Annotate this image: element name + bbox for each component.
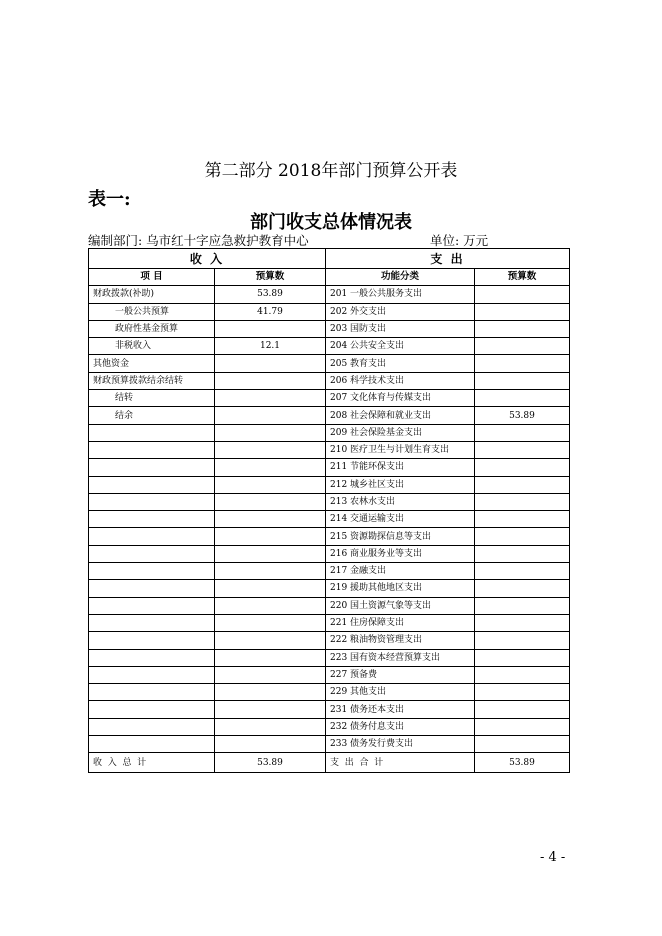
table-label: 表一: xyxy=(88,189,131,210)
income-value xyxy=(215,614,326,631)
income-value: 53.89 xyxy=(215,286,326,303)
income-item: 财政拨款(补助) xyxy=(89,286,215,303)
expense-item: 203 国防支出 xyxy=(326,320,475,337)
expense-item: 222 粮油物资管理支出 xyxy=(326,632,475,649)
item-header: 项 目 xyxy=(89,269,215,286)
expense-value xyxy=(475,614,570,631)
expense-item: 227 预备费 xyxy=(326,666,475,683)
table-row xyxy=(89,545,570,562)
income-item xyxy=(89,614,215,631)
table-row xyxy=(89,597,570,614)
expense-item: 201 一般公共服务支出 xyxy=(326,286,475,303)
income-item: 非税收入 xyxy=(89,338,215,355)
expense-item: 233 债务发行费支出 xyxy=(326,736,475,753)
income-value xyxy=(215,320,326,337)
income-item xyxy=(89,580,215,597)
expense-item: 204 公共安全支出 xyxy=(326,338,475,355)
meta-line xyxy=(88,231,568,247)
income-value xyxy=(215,563,326,580)
income-value xyxy=(215,493,326,510)
table-row xyxy=(89,303,570,320)
table-row xyxy=(89,649,570,666)
expense-item: 210 医疗卫生与计划生育支出 xyxy=(326,441,475,458)
income-value xyxy=(215,528,326,545)
expense-value xyxy=(475,441,570,458)
budget-table xyxy=(88,248,570,773)
expense-value xyxy=(475,286,570,303)
expense-value xyxy=(475,563,570,580)
table-row xyxy=(89,476,570,493)
income-item xyxy=(89,597,215,614)
income-item xyxy=(89,459,215,476)
expense-item: 202 外交支出 xyxy=(326,303,475,320)
table-row xyxy=(89,390,570,407)
expense-item: 232 债务付息支出 xyxy=(326,718,475,735)
budget-header: 预算数 xyxy=(215,269,326,286)
expense-value xyxy=(475,684,570,701)
table-row xyxy=(89,580,570,597)
income-item xyxy=(89,701,215,718)
expense-item: 229 其他支出 xyxy=(326,684,475,701)
income-value xyxy=(215,666,326,683)
income-item xyxy=(89,718,215,735)
expense-value xyxy=(475,597,570,614)
income-value xyxy=(215,407,326,424)
expense-item: 215 资源勘探信息等支出 xyxy=(326,528,475,545)
income-value xyxy=(215,649,326,666)
expense-value xyxy=(475,701,570,718)
income-value: 41.79 xyxy=(215,303,326,320)
expense-total-value: 53.89 xyxy=(475,753,570,773)
income-item xyxy=(89,424,215,441)
expense-value xyxy=(475,511,570,528)
income-value xyxy=(215,580,326,597)
table-row xyxy=(89,320,570,337)
income-header: 收 入 xyxy=(89,249,326,269)
expense-value xyxy=(475,424,570,441)
income-value xyxy=(215,701,326,718)
income-value xyxy=(215,372,326,389)
expense-value xyxy=(475,493,570,510)
expense-item: 223 国有资本经营预算支出 xyxy=(326,649,475,666)
table-row xyxy=(89,511,570,528)
expense-item: 206 科学技术支出 xyxy=(326,372,475,389)
expense-value xyxy=(475,666,570,683)
income-value: 12.1 xyxy=(215,338,326,355)
table-row xyxy=(89,666,570,683)
expense-value xyxy=(475,632,570,649)
income-item xyxy=(89,632,215,649)
expense-value xyxy=(475,545,570,562)
expense-value xyxy=(475,372,570,389)
income-item: 财政预算拨款结余结转 xyxy=(89,372,215,389)
income-value xyxy=(215,632,326,649)
expense-item: 213 农林水支出 xyxy=(326,493,475,510)
income-item xyxy=(89,476,215,493)
income-value xyxy=(215,718,326,735)
income-value xyxy=(215,684,326,701)
expense-item: 207 文化体育与传媒支出 xyxy=(326,390,475,407)
expense-value xyxy=(475,649,570,666)
table-row xyxy=(89,614,570,631)
expense-item: 205 教育支出 xyxy=(326,355,475,372)
expense-value xyxy=(475,476,570,493)
expense-header: 支 出 xyxy=(326,249,570,269)
income-value xyxy=(215,355,326,372)
page-number: - 4 - xyxy=(540,850,566,865)
expense-item: 208 社会保障和就业支出 xyxy=(326,407,475,424)
income-total-value: 53.89 xyxy=(215,753,326,773)
expense-value xyxy=(475,390,570,407)
expense-item: 217 金融支出 xyxy=(326,563,475,580)
table-row xyxy=(89,459,570,476)
income-item xyxy=(89,684,215,701)
income-item xyxy=(89,441,215,458)
expense-item: 219 援助其他地区支出 xyxy=(326,580,475,597)
table-row xyxy=(89,355,570,372)
expense-item: 221 住房保障支出 xyxy=(326,614,475,631)
income-value xyxy=(215,459,326,476)
income-item xyxy=(89,528,215,545)
expense-value xyxy=(475,736,570,753)
income-item xyxy=(89,649,215,666)
table-row xyxy=(89,563,570,580)
table-row xyxy=(89,424,570,441)
table-row xyxy=(89,632,570,649)
table-row xyxy=(89,441,570,458)
table-row xyxy=(89,338,570,355)
expense-value: 53.89 xyxy=(475,407,570,424)
income-value xyxy=(215,736,326,753)
table-row xyxy=(89,736,570,753)
income-item xyxy=(89,493,215,510)
header-row-2 xyxy=(89,269,570,286)
income-item xyxy=(89,563,215,580)
header-row-1 xyxy=(89,249,570,269)
budget-header-2: 预算数 xyxy=(475,269,570,286)
table-row xyxy=(89,407,570,424)
income-item xyxy=(89,736,215,753)
function-header: 功能分类 xyxy=(326,269,475,286)
income-item: 政府性基金预算 xyxy=(89,320,215,337)
expense-item: 220 国土资源气象等支出 xyxy=(326,597,475,614)
expense-total-label: 支 出 合 计 xyxy=(326,753,475,773)
expense-value xyxy=(475,528,570,545)
income-value xyxy=(215,511,326,528)
total-row xyxy=(89,753,570,773)
expense-value xyxy=(475,355,570,372)
expense-value xyxy=(475,718,570,735)
income-value xyxy=(215,441,326,458)
income-total-label: 收 入 总 计 xyxy=(89,753,215,773)
expense-item: 212 城乡社区支出 xyxy=(326,476,475,493)
income-item: 其他资金 xyxy=(89,355,215,372)
income-value xyxy=(215,476,326,493)
unit: 单位: 万元 xyxy=(430,233,489,248)
table-row xyxy=(89,528,570,545)
income-value xyxy=(215,424,326,441)
income-item xyxy=(89,511,215,528)
income-item: 结转 xyxy=(89,390,215,407)
table-row xyxy=(89,286,570,303)
income-item: 结余 xyxy=(89,407,215,424)
income-value xyxy=(215,597,326,614)
table-row xyxy=(89,684,570,701)
expense-value xyxy=(475,320,570,337)
expense-value xyxy=(475,303,570,320)
expense-value xyxy=(475,459,570,476)
table-row xyxy=(89,493,570,510)
expense-value xyxy=(475,338,570,355)
expense-item: 216 商业服务业等支出 xyxy=(326,545,475,562)
income-value xyxy=(215,545,326,562)
expense-item: 214 交通运输支出 xyxy=(326,511,475,528)
report-title: 部门收支总体情况表 xyxy=(250,212,412,233)
income-item xyxy=(89,666,215,683)
table-row xyxy=(89,701,570,718)
expense-item: 211 节能环保支出 xyxy=(326,459,475,476)
expense-item: 231 债务还本支出 xyxy=(326,701,475,718)
table-row xyxy=(89,718,570,735)
part-title: 第二部分 2018年部门预算公开表 xyxy=(204,161,458,181)
income-value xyxy=(215,390,326,407)
department: 编制部门: 乌市红十字应急救护教育中心 xyxy=(88,233,309,248)
expense-value xyxy=(475,580,570,597)
income-item xyxy=(89,545,215,562)
income-item: 一般公共预算 xyxy=(89,303,215,320)
table-row xyxy=(89,372,570,389)
expense-item: 209 社会保险基金支出 xyxy=(326,424,475,441)
